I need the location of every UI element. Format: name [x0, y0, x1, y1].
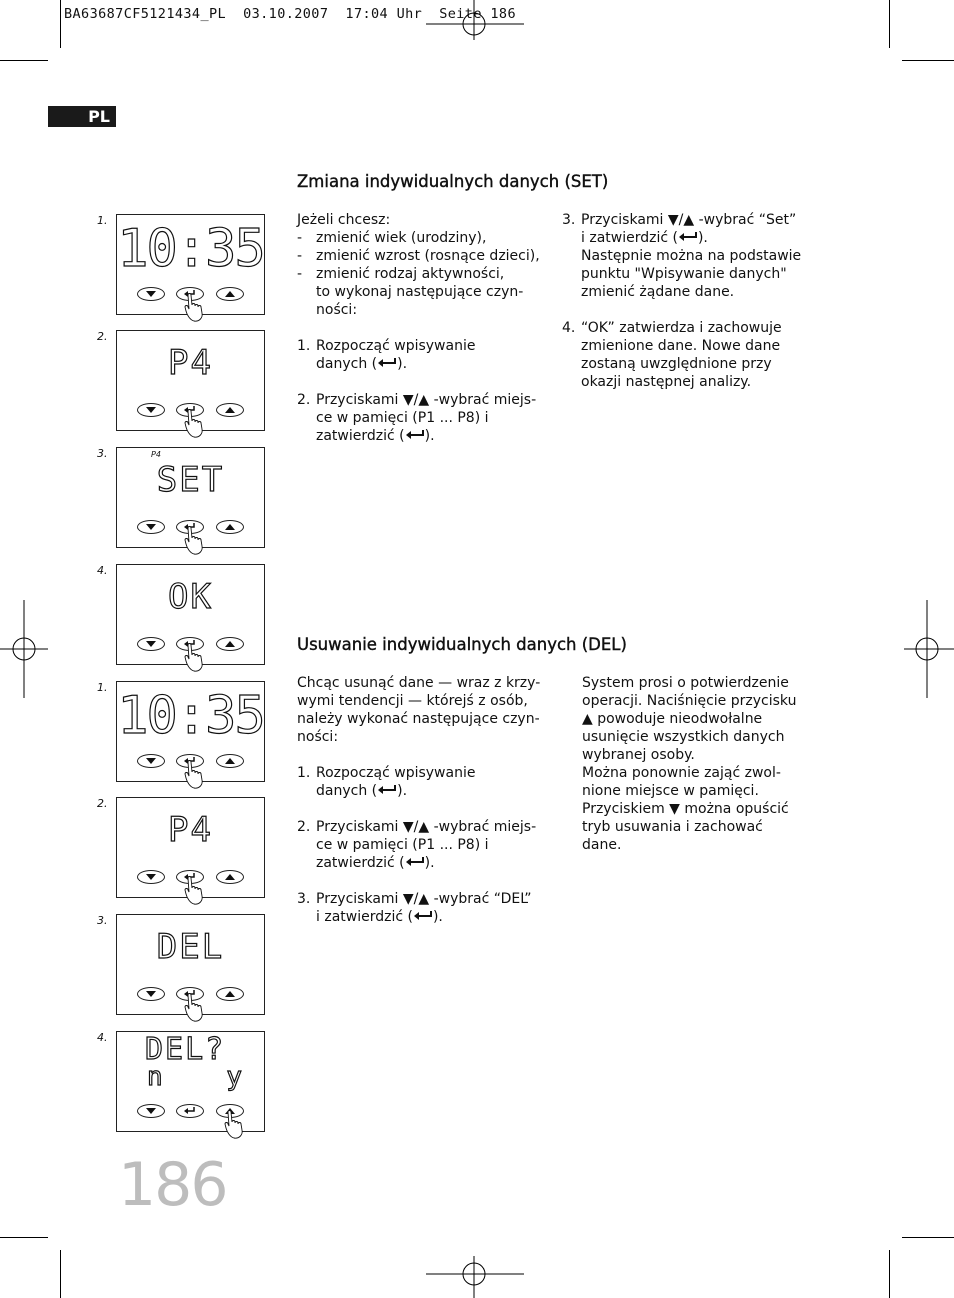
up-button[interactable]	[216, 520, 244, 534]
del-device-display	[116, 681, 265, 782]
del-step-number: 3.	[97, 914, 108, 927]
language-tab: PL	[48, 106, 116, 127]
enter-icon	[405, 854, 425, 865]
pointing-hand-icon	[184, 293, 210, 327]
up-button[interactable]	[216, 403, 244, 417]
pointing-hand-icon	[184, 409, 210, 443]
page-number: 186	[118, 1150, 227, 1220]
enter-icon	[405, 427, 425, 438]
lcd-main-text: OK	[168, 577, 213, 617]
set-instructions-col2: 3. Przyciskami ▼/▲ -wybrać “Set” i zatwierdzić ( ). Następnie można na podstawie punktu "Wpisywanie danych" zmienić żądane dane. 4. “OK” zatwierdza i zachowuje zmienione dane. Nowe dane zostaną uwzględnione przy okazji następnej analizy.	[562, 212, 802, 390]
down-button[interactable]	[137, 287, 165, 301]
up-button[interactable]	[216, 987, 244, 1001]
del-instructions-col1: Chcąc usunąć dane — wraz z krzy- wymi tendencji — którejś z osób, należy wykonać następujące czyn- ności: 1. Rozpocząć wpisywanie danych ( ). 2. Przyciskami ▼/▲ -wybrać miejs- ce w pamięci (P1 ... P8) i zatwierdzić ( ). 3. Przyciskami ▼/▲ -wybrać “DEL” i zatwierdzić ( ).	[297, 675, 541, 925]
up-button[interactable]	[216, 637, 244, 651]
lcd-main-text: P4	[168, 810, 213, 850]
pointing-hand-icon	[184, 876, 210, 910]
registration-mark-bottom	[426, 1256, 524, 1298]
registration-mark-top	[426, 0, 524, 40]
set-instructions-col1: Jeżeli chcesz: - zmienić wiek (urodziny), - zmienić wzrost (rosnące dzieci), - zmienić rodzaj aktywności, to wykonaj następujące czyn- ności: 1. Rozpocząć wpisywanie danych ( ). 2. Przyciskami ▼/▲ -wybrać miejs- ce w pamięci (P1 ... P8) i zatwierdzić ( ).	[297, 212, 540, 444]
lcd-small-text: P4	[151, 450, 161, 459]
down-button[interactable]	[137, 987, 165, 1001]
registration-mark-right	[904, 600, 954, 698]
enter-icon	[377, 782, 397, 793]
down-button[interactable]	[137, 870, 165, 884]
lcd-main-text: SET	[156, 460, 225, 500]
down-button[interactable]	[137, 1104, 165, 1118]
enter-icon	[678, 229, 698, 240]
up-button[interactable]	[216, 287, 244, 301]
lcd-main-text: P4	[168, 343, 213, 383]
lcd-main-text: DEL	[156, 927, 225, 967]
del-device-display	[116, 1031, 265, 1132]
down-button[interactable]	[137, 754, 165, 768]
set-step-number: 3.	[97, 447, 108, 460]
pointing-hand-icon	[224, 1110, 250, 1144]
set-step-number: 4.	[97, 564, 108, 577]
set-device-display	[116, 330, 265, 431]
del-step-number: 2.	[97, 797, 108, 810]
del-device-display	[116, 914, 265, 1015]
pointing-hand-icon	[184, 760, 210, 794]
pointing-hand-icon	[184, 643, 210, 677]
enter-icon	[377, 355, 397, 366]
set-step-number: 2.	[97, 330, 108, 343]
del-section-title: Usuwanie indywidualnych danych (DEL)	[297, 635, 627, 654]
down-button[interactable]	[137, 520, 165, 534]
lcd-option-no: n	[147, 1062, 165, 1092]
del-instructions-col2: System prosi o potwierdzenie operacji. Naciśnięcie przycisku ▲ powoduje nieodwołalne usunięcie wszystkich danych wybranej osoby. Można ponownie zająć zwol- nione miejsce w pamięci. Przyciskiem ▼ można opuścić tryb usuwania i zachować dane.	[582, 675, 797, 853]
lcd-main-text: DEL?	[145, 1032, 226, 1067]
up-button[interactable]	[216, 870, 244, 884]
lcd-option-yes: y	[226, 1062, 244, 1092]
set-step-number: 1.	[97, 214, 108, 227]
set-device-display	[116, 564, 265, 665]
lcd-main-text: 10:35	[117, 219, 264, 279]
down-button[interactable]	[137, 637, 165, 651]
del-step-number: 1.	[97, 681, 108, 694]
set-device-display	[116, 214, 265, 315]
down-button[interactable]	[137, 403, 165, 417]
lcd-main-text: 10:35	[117, 686, 264, 746]
print-header: BA63687CF5121434_PL 03.10.2007 17:04 Uhr Seite 186	[64, 6, 516, 22]
pointing-hand-icon	[184, 526, 210, 560]
up-button[interactable]	[216, 754, 244, 768]
set-device-display	[116, 447, 265, 548]
del-device-display	[116, 797, 265, 898]
pointing-hand-icon	[184, 993, 210, 1027]
enter-icon	[413, 908, 433, 919]
registration-mark-left	[0, 600, 48, 698]
del-step-number: 4.	[97, 1031, 108, 1044]
set-section-title: Zmiana indywidualnych danych (SET)	[297, 172, 609, 191]
enter-button[interactable]	[176, 1104, 204, 1118]
